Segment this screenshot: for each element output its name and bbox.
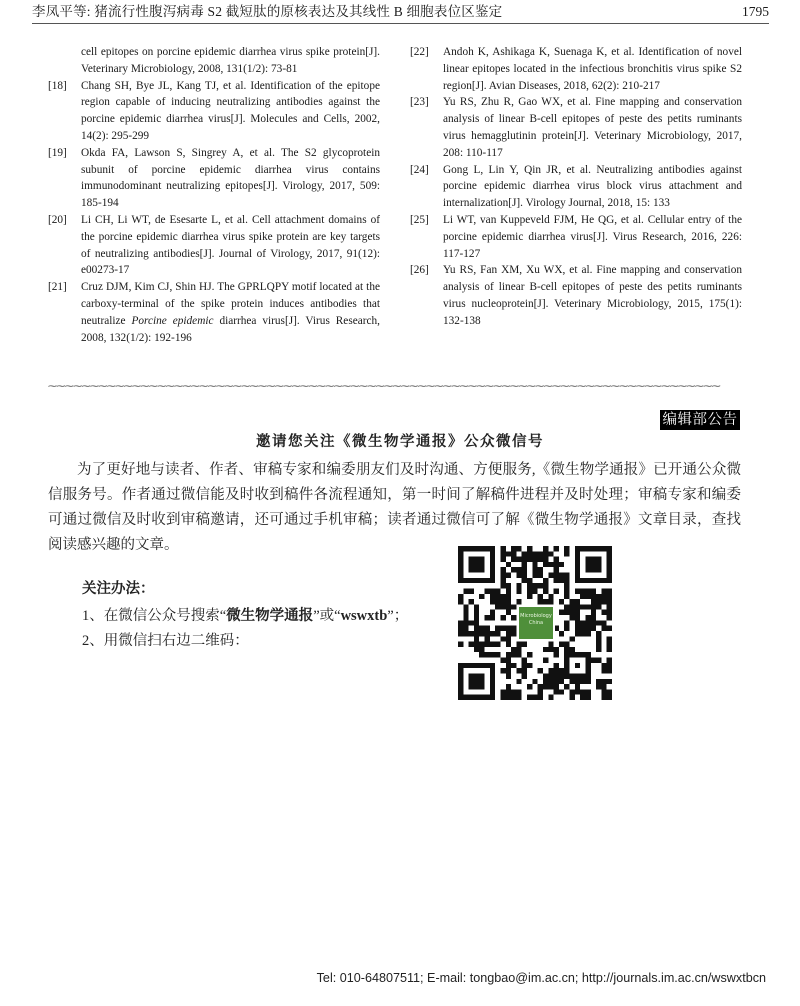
reference-item <box>410 162 742 212</box>
reference-number: [25] <box>410 213 429 226</box>
reference-item <box>48 145 380 212</box>
reference-text: Gong L, Lin Y, Qin JR, et al. Neutralizing antibodies against porcine epidemic diarrhea virus block virus attachment and internalization[J]. Virology Journal, 2018, 15: 133 <box>443 163 742 210</box>
reference-item <box>48 44 380 78</box>
reference-number: [18] <box>48 79 67 92</box>
follow-step-scan: 2、用微信扫右边二维码： <box>82 633 249 649</box>
journal-logo-icon: Microbiology China <box>517 605 555 641</box>
reference-text: Yu RS, Fan XM, Xu WX, et al. Fine mapping and conservation analysis of linear B-cell epitopes of peste des petits ruminants virus nucleoprotein[J]. Veterinary Microbiology, 2015, 175(1): 132-138 <box>443 264 742 327</box>
account-id: wswxtb <box>340 608 388 624</box>
follow-method-title: 关注办法： <box>82 581 155 597</box>
reference-number: [21] <box>48 281 67 294</box>
reference-text: Cruz DJM, Kim CJ, Shin HJ. The GPRLQPY motif located at the carboxy-terminal of the spike protein induces antibodies that neutralize Porcine epidemic diarrhea virus[J]. Virus Research, 2008, 132(1/2): 192-196 <box>81 281 380 344</box>
reference-number: [22] <box>410 46 429 58</box>
reference-number: [19] <box>48 146 67 159</box>
notice-title: 邀请您关注《微生物学通报》公众微信号 <box>256 434 544 450</box>
reference-number: [20] <box>48 213 67 226</box>
reference-number: [24] <box>410 163 429 176</box>
references-right-column <box>410 44 742 330</box>
reference-text: Yu RS, Zhu R, Gao WX, et al. Fine mapping and conservation analysis of linear B-cell epitopes of peste des petits ruminants virus hemagglutinin protein[J]. Veterinary Microbiology, 2017, 208: 110-117 <box>443 96 742 159</box>
reference-item <box>410 44 742 94</box>
reference-text: Chang SH, Bye JL, Kang TJ, et al. Identification of the epitope region capable of inducing neutralizing antibodies against the porcine epidemic diarrhea virus[J]. Molecules and Cells, 2002, 14(2): 295-299 <box>81 79 380 142</box>
editorial-notice-badge: 编辑部公告 <box>660 410 740 430</box>
reference-item <box>48 279 380 346</box>
account-name: 微生物学通报 <box>226 608 314 624</box>
reference-text: Okda FA, Lawson S, Singrey A, et al. The S2 glycoprotein subunit of porcine epidemic diarrhea virus contains immunodominant neutralizing epitopes[J]. Virology, 2017, 509: 185-194 <box>81 146 380 210</box>
reference-text: Andoh K, Ashikaga K, Suenaga K, et al. Identification of novel linear epitopes located in the infectious bronchitis virus spike S2 region[J]. Avian Diseases, 2018, 62(2): 210-217 <box>443 46 742 92</box>
running-title: 李凤平等: 猪流行性腹泻病毒 S2 截短肽的原核表达及其线性 B 细胞表位区鉴定 <box>32 4 503 19</box>
reference-item <box>410 262 742 329</box>
reference-item <box>48 78 380 145</box>
notice-body: 为了更好地与读者、作者、审稿专家和编委朋友们及时沟通、方便服务,《微生物学通报》已开通公众微信服务号。作者通过微信能及时收到稿件各流程通知，第一时间了解稿件进程并及时处理；审稿专家和编委可通过微信及时收到审稿邀请，还可通过手机审稿；读者通过微信可了解《微生物学通报》文章目录，查找阅读感兴趣的文章。 <box>48 462 741 553</box>
reference-number: [26] <box>410 264 429 277</box>
reference-text: Li CH, Li WT, de Esesarte L, et al. Cell attachment domains of the porcine epidemic diarrhea virus spike protein are key targets of neutralizing antibodies[J]. Journal of Virology, 2017, 91(12): e00273-17 <box>81 213 380 277</box>
reference-number: [23] <box>410 96 429 109</box>
reference-item <box>410 94 742 161</box>
wavy-divider: ⁓⁓⁓⁓⁓⁓⁓⁓⁓⁓⁓⁓⁓⁓⁓⁓⁓⁓⁓⁓⁓⁓⁓⁓⁓⁓⁓⁓⁓⁓⁓⁓⁓⁓⁓⁓⁓⁓⁓⁓⁓⁓⁓⁓⁓⁓⁓⁓⁓⁓⁓⁓⁓⁓⁓⁓⁓⁓⁓⁓⁓⁓⁓⁓⁓⁓⁓⁓⁓⁓⁓⁓⁓⁓⁓⁓⁓⁓⁓⁓ <box>48 382 721 392</box>
wechat-qr-code <box>458 546 612 700</box>
references-left-column <box>48 44 380 346</box>
species-name: Porcine epidemic <box>131 314 214 327</box>
reference-text: cell epitopes on porcine epidemic diarrhea virus spike protein[J]. Veterinary Microbiology, 2008, 131(1/2): 73-81 <box>81 46 380 75</box>
reference-item <box>48 212 380 279</box>
follow-step-search: 1、在微信公众号搜索“微生物学通报”或“wswxtb”； <box>82 608 409 624</box>
reference-text: Li WT, van Kuppeveld FJM, He QG, et al. Cellular entry of the porcine epidemic diarrhea virus[J]. Virus Research, 2016, 226: 117-127 <box>443 213 742 260</box>
footer-contact: Tel: 010-64807511; E-mail: tongbao@im.ac.cn; http://journals.im.ac.cn/wswxtbcn <box>316 971 766 985</box>
page-number: 1795 <box>742 4 769 19</box>
reference-item <box>410 212 742 262</box>
running-header <box>32 4 769 24</box>
